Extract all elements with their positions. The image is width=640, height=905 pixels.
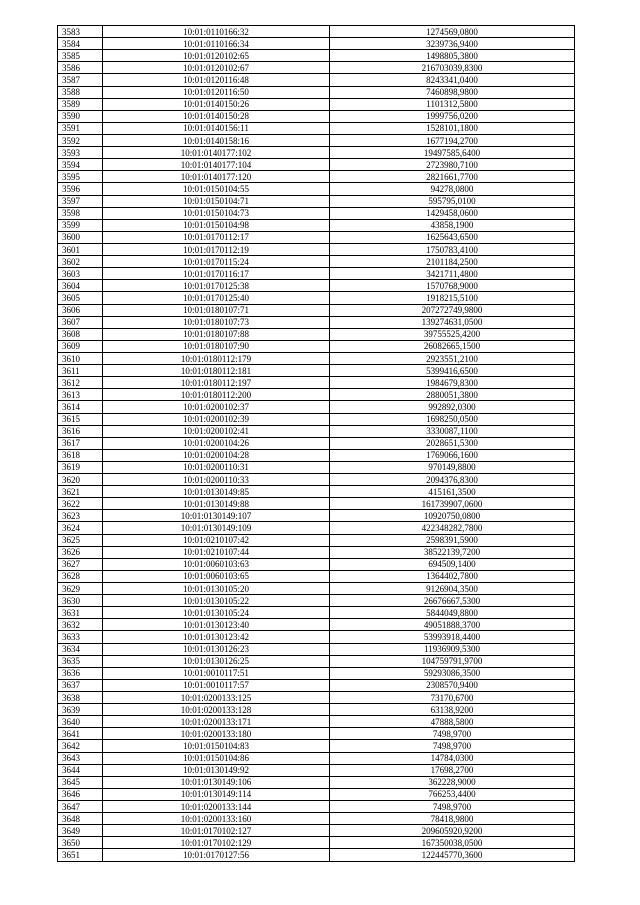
row-number-cell: 3595 [58,171,103,183]
table-row [58,728,575,740]
row-number-cell: 3627 [58,558,103,570]
cadastral-number-cell: 10:01:0120102:65 [103,50,330,62]
cadastral-number-cell: 10:01:0130123:42 [103,631,330,643]
row-number-cell: 3601 [58,243,103,255]
row-number-cell: 3609 [58,340,103,352]
table-row [58,243,575,255]
row-number-cell: 3604 [58,280,103,292]
table-row [58,26,575,38]
table-row [58,474,575,486]
table-row [58,401,575,413]
cadastral-number-cell: 10:01:0170115:24 [103,256,330,268]
cadastral-number-cell: 10:01:0120116:50 [103,86,330,98]
row-number-cell: 3610 [58,352,103,364]
amount-cell: 1528101,1800 [330,122,575,134]
cadastral-number-cell: 10:01:0180112:200 [103,389,330,401]
table-row [58,595,575,607]
row-number-cell: 3649 [58,825,103,837]
table-row [58,740,575,752]
row-number-cell: 3592 [58,134,103,146]
table-row [58,352,575,364]
table-row [58,764,575,776]
table-row [58,219,575,231]
table-row [58,716,575,728]
cadastral-number-cell: 10:01:0200133:128 [103,704,330,716]
row-number-cell: 3605 [58,292,103,304]
table-row [58,389,575,401]
table-row [58,365,575,377]
table-row [58,704,575,716]
row-number-cell: 3639 [58,704,103,716]
cadastral-number-cell: 10:01:0140156:11 [103,122,330,134]
cadastral-number-cell: 10:01:0180112:179 [103,352,330,364]
cadastral-number-cell: 10:01:0130149:88 [103,498,330,510]
amount-cell: 7460898,9800 [330,86,575,98]
table-row [58,825,575,837]
amount-cell: 2028651,5300 [330,437,575,449]
amount-cell: 1101312,5800 [330,98,575,110]
cadastral-number-cell: 10:01:0060103:63 [103,558,330,570]
table-row [58,813,575,825]
cadastral-number-cell: 10:01:0130105:22 [103,595,330,607]
table-row [58,631,575,643]
table-row [58,522,575,534]
amount-cell: 3330087,1100 [330,425,575,437]
table-row [58,801,575,813]
amount-cell: 26676667,5300 [330,595,575,607]
row-number-cell: 3624 [58,522,103,534]
cadastral-number-cell: 10:01:0170127:56 [103,849,330,861]
amount-cell: 8243341,0400 [330,74,575,86]
table-row [58,643,575,655]
row-number-cell: 3647 [58,801,103,813]
amount-cell: 2094376,8300 [330,474,575,486]
table-row [58,449,575,461]
amount-cell: 1570768,9000 [330,280,575,292]
row-number-cell: 3591 [58,122,103,134]
cadastral-number-cell: 10:01:0010117:51 [103,667,330,679]
table-row [58,692,575,704]
amount-cell: 19497585,6400 [330,147,575,159]
row-number-cell: 3637 [58,679,103,691]
amount-cell: 161739907,0600 [330,498,575,510]
cadastral-number-cell: 10:01:0180112:181 [103,365,330,377]
cadastral-number-cell: 10:01:0130105:24 [103,607,330,619]
cadastral-number-cell: 10:01:0150104:71 [103,195,330,207]
amount-cell: 209605920,9200 [330,825,575,837]
amount-cell: 415161,3500 [330,486,575,498]
table-row [58,62,575,74]
cadastral-number-cell: 10:01:0200102:41 [103,425,330,437]
amount-cell: 78418,9800 [330,813,575,825]
cadastral-number-cell: 10:01:0140177:102 [103,147,330,159]
amount-cell: 59293086,3500 [330,667,575,679]
row-number-cell: 3638 [58,692,103,704]
cadastral-number-cell: 10:01:0150104:83 [103,740,330,752]
amount-cell: 5399416,6500 [330,365,575,377]
table-row [58,134,575,146]
table-row [58,583,575,595]
row-number-cell: 3594 [58,159,103,171]
amount-cell: 10920750,0800 [330,510,575,522]
amount-cell: 1677194,2700 [330,134,575,146]
amount-cell: 11936909,5300 [330,643,575,655]
row-number-cell: 3614 [58,401,103,413]
table-row [58,486,575,498]
cadastral-number-cell: 10:01:0200110:31 [103,461,330,473]
row-number-cell: 3593 [58,147,103,159]
row-number-cell: 3612 [58,377,103,389]
cadastral-number-cell: 10:01:0130149:107 [103,510,330,522]
row-number-cell: 3615 [58,413,103,425]
table-row [58,655,575,667]
row-number-cell: 3626 [58,546,103,558]
table-row [58,292,575,304]
table-row [58,788,575,800]
row-number-cell: 3634 [58,643,103,655]
amount-cell: 1750783,4100 [330,243,575,255]
amount-cell: 7498,9700 [330,728,575,740]
row-number-cell: 3596 [58,183,103,195]
row-number-cell: 3588 [58,86,103,98]
amount-cell: 2101184,2500 [330,256,575,268]
amount-cell: 1698250,0500 [330,413,575,425]
table-row [58,667,575,679]
row-number-cell: 3600 [58,231,103,243]
amount-cell: 39755525,4200 [330,328,575,340]
table-row [58,752,575,764]
table-row [58,38,575,50]
cadastral-number-cell: 10:01:0170112:17 [103,231,330,243]
amount-cell: 2821661,7700 [330,171,575,183]
amount-cell: 1274569,0800 [330,26,575,38]
row-number-cell: 3589 [58,98,103,110]
cadastral-number-cell: 10:01:0120116:48 [103,74,330,86]
row-number-cell: 3613 [58,389,103,401]
amount-cell: 992892,0300 [330,401,575,413]
table-row [58,171,575,183]
amount-cell: 7498,9700 [330,740,575,752]
row-number-cell: 3590 [58,110,103,122]
row-number-cell: 3646 [58,788,103,800]
amount-cell: 1769066,1600 [330,449,575,461]
amount-cell: 2923551,2100 [330,352,575,364]
row-number-cell: 3625 [58,534,103,546]
table-row [58,159,575,171]
amount-cell: 3421711,4800 [330,268,575,280]
row-number-cell: 3598 [58,207,103,219]
table-row [58,619,575,631]
row-number-cell: 3644 [58,764,103,776]
row-number-cell: 3620 [58,474,103,486]
row-number-cell: 3622 [58,498,103,510]
table-row [58,231,575,243]
amount-cell: 94278,0800 [330,183,575,195]
cadastral-number-cell: 10:01:0200133:144 [103,801,330,813]
cadastral-number-cell: 10:01:0130149:106 [103,776,330,788]
cadastral-number-cell: 10:01:0170102:129 [103,837,330,849]
cadastral-number-cell: 10:01:0200102:39 [103,413,330,425]
cadastral-number-cell: 10:01:0110166:32 [103,26,330,38]
table-row [58,679,575,691]
cadastral-number-cell: 10:01:0140158:16 [103,134,330,146]
table-body [58,26,575,862]
row-number-cell: 3636 [58,667,103,679]
table-row [58,377,575,389]
cadastral-number-cell: 10:01:0130149:114 [103,788,330,800]
cadastral-number-cell: 10:01:0060103:65 [103,570,330,582]
table-row [58,510,575,522]
row-number-cell: 3650 [58,837,103,849]
amount-cell: 766253,4400 [330,788,575,800]
table-row [58,268,575,280]
row-number-cell: 3599 [58,219,103,231]
cadastral-number-cell: 10:01:0170125:38 [103,280,330,292]
cadastral-number-cell: 10:01:0210107:42 [103,534,330,546]
cadastral-number-cell: 10:01:0110166:34 [103,38,330,50]
table-row [58,183,575,195]
row-number-cell: 3619 [58,461,103,473]
row-number-cell: 3621 [58,486,103,498]
row-number-cell: 3643 [58,752,103,764]
table-row [58,461,575,473]
cadastral-number-cell: 10:01:0150104:73 [103,207,330,219]
table-row [58,86,575,98]
cadastral-number-cell: 10:01:0140177:104 [103,159,330,171]
table-row [58,110,575,122]
cadastral-number-cell: 10:01:0130126:25 [103,655,330,667]
amount-cell: 2598391,5900 [330,534,575,546]
row-number-cell: 3585 [58,50,103,62]
cadastral-number-cell: 10:01:0140177:120 [103,171,330,183]
table-row [58,147,575,159]
row-number-cell: 3603 [58,268,103,280]
amount-cell: 63138,9200 [330,704,575,716]
row-number-cell: 3648 [58,813,103,825]
amount-cell: 49051888,3700 [330,619,575,631]
cadastral-number-cell: 10:01:0130149:92 [103,764,330,776]
row-number-cell: 3606 [58,304,103,316]
amount-cell: 2723980,7100 [330,159,575,171]
row-number-cell: 3632 [58,619,103,631]
table-row [58,340,575,352]
cadastral-number-cell: 10:01:0010117:57 [103,679,330,691]
table-row [58,498,575,510]
cadastral-number-cell: 10:01:0150104:98 [103,219,330,231]
table-row [58,195,575,207]
cadastral-number-cell: 10:01:0200104:26 [103,437,330,449]
table-row [58,413,575,425]
cadastral-number-cell: 10:01:0180107:73 [103,316,330,328]
amount-cell: 1429458,0600 [330,207,575,219]
row-number-cell: 3607 [58,316,103,328]
table-row [58,122,575,134]
amount-cell: 595795,0100 [330,195,575,207]
row-number-cell: 3616 [58,425,103,437]
table-row [58,98,575,110]
row-number-cell: 3641 [58,728,103,740]
cadastral-number-cell: 10:01:0180112:197 [103,377,330,389]
cadastral-number-cell: 10:01:0140150:26 [103,98,330,110]
row-number-cell: 3617 [58,437,103,449]
cadastral-number-cell: 10:01:0180107:90 [103,340,330,352]
cadastral-number-cell: 10:01:0200133:125 [103,692,330,704]
cadastral-number-cell: 10:01:0130149:109 [103,522,330,534]
table-row [58,534,575,546]
cadastral-number-cell: 10:01:0150104:86 [103,752,330,764]
row-number-cell: 3597 [58,195,103,207]
cadastral-number-cell: 10:01:0130149:85 [103,486,330,498]
amount-cell: 1918215,5100 [330,292,575,304]
table-row [58,50,575,62]
row-number-cell: 3608 [58,328,103,340]
amount-cell: 422348282,7800 [330,522,575,534]
cadastral-number-cell: 10:01:0130105:20 [103,583,330,595]
row-number-cell: 3629 [58,583,103,595]
row-number-cell: 3640 [58,716,103,728]
cadastral-number-cell: 10:01:0200133:171 [103,716,330,728]
row-number-cell: 3586 [58,62,103,74]
amount-cell: 1984679,8300 [330,377,575,389]
table-row [58,207,575,219]
cadastral-number-cell: 10:01:0170112:19 [103,243,330,255]
cadastral-number-cell: 10:01:0200133:160 [103,813,330,825]
row-number-cell: 3645 [58,776,103,788]
cadastral-number-cell: 10:01:0180107:71 [103,304,330,316]
cadastral-number-cell: 10:01:0180107:88 [103,328,330,340]
table-row [58,328,575,340]
table-row [58,316,575,328]
amount-cell: 26082665,1500 [330,340,575,352]
amount-cell: 38522139,7200 [330,546,575,558]
amount-cell: 104759791,9700 [330,655,575,667]
cadastral-number-cell: 10:01:0200104:28 [103,449,330,461]
cadastral-number-cell: 10:01:0150104:55 [103,183,330,195]
amount-cell: 1498805,3800 [330,50,575,62]
table-row [58,437,575,449]
amount-cell: 970149,8800 [330,461,575,473]
cadastral-number-cell: 10:01:0200110:33 [103,474,330,486]
amount-cell: 1999756,0200 [330,110,575,122]
row-number-cell: 3631 [58,607,103,619]
table-row [58,607,575,619]
row-number-cell: 3642 [58,740,103,752]
amount-cell: 5844049,8800 [330,607,575,619]
cadastral-number-cell: 10:01:0210107:44 [103,546,330,558]
row-number-cell: 3630 [58,595,103,607]
table-row [58,304,575,316]
table-row [58,280,575,292]
amount-cell: 53993918,4400 [330,631,575,643]
amount-cell: 17698,2700 [330,764,575,776]
row-number-cell: 3651 [58,849,103,861]
row-number-cell: 3628 [58,570,103,582]
row-number-cell: 3584 [58,38,103,50]
row-number-cell: 3583 [58,26,103,38]
row-number-cell: 3623 [58,510,103,522]
table-row [58,74,575,86]
amount-cell: 362228,9000 [330,776,575,788]
cadastral-number-cell: 10:01:0170116:17 [103,268,330,280]
row-number-cell: 3602 [58,256,103,268]
amount-cell: 207272749,9800 [330,304,575,316]
amount-cell: 3239736,9400 [330,38,575,50]
cadastral-number-cell: 10:01:0130123:40 [103,619,330,631]
row-number-cell: 3611 [58,365,103,377]
amount-cell: 694509,1400 [330,558,575,570]
cadastral-number-cell: 10:01:0200133:180 [103,728,330,740]
cadastral-number-cell: 10:01:0130126:23 [103,643,330,655]
amount-cell: 2880051,3800 [330,389,575,401]
table-row [58,849,575,861]
amount-cell: 122445770,3600 [330,849,575,861]
amount-cell: 9126904,3500 [330,583,575,595]
cadastral-number-cell: 10:01:0140150:28 [103,110,330,122]
row-number-cell: 3618 [58,449,103,461]
table-row [58,776,575,788]
amount-cell: 7498,9700 [330,801,575,813]
table-row [58,256,575,268]
parcel-value-table [57,25,575,862]
amount-cell: 139274631,0500 [330,316,575,328]
table-row [58,425,575,437]
amount-cell: 167350038,0500 [330,837,575,849]
amount-cell: 14784,0300 [330,752,575,764]
table-row [58,570,575,582]
cadastral-number-cell: 10:01:0120102:67 [103,62,330,74]
amount-cell: 1364402,7800 [330,570,575,582]
table-row [58,546,575,558]
amount-cell: 73170,6700 [330,692,575,704]
amount-cell: 43858,1900 [330,219,575,231]
cadastral-number-cell: 10:01:0170125:40 [103,292,330,304]
amount-cell: 2308570,9400 [330,679,575,691]
amount-cell: 216703039,8300 [330,62,575,74]
row-number-cell: 3635 [58,655,103,667]
row-number-cell: 3587 [58,74,103,86]
amount-cell: 47888,5800 [330,716,575,728]
row-number-cell: 3633 [58,631,103,643]
amount-cell: 1625643,6500 [330,231,575,243]
table-row [58,558,575,570]
cadastral-number-cell: 10:01:0170102:127 [103,825,330,837]
table-row [58,837,575,849]
cadastral-number-cell: 10:01:0200102:37 [103,401,330,413]
